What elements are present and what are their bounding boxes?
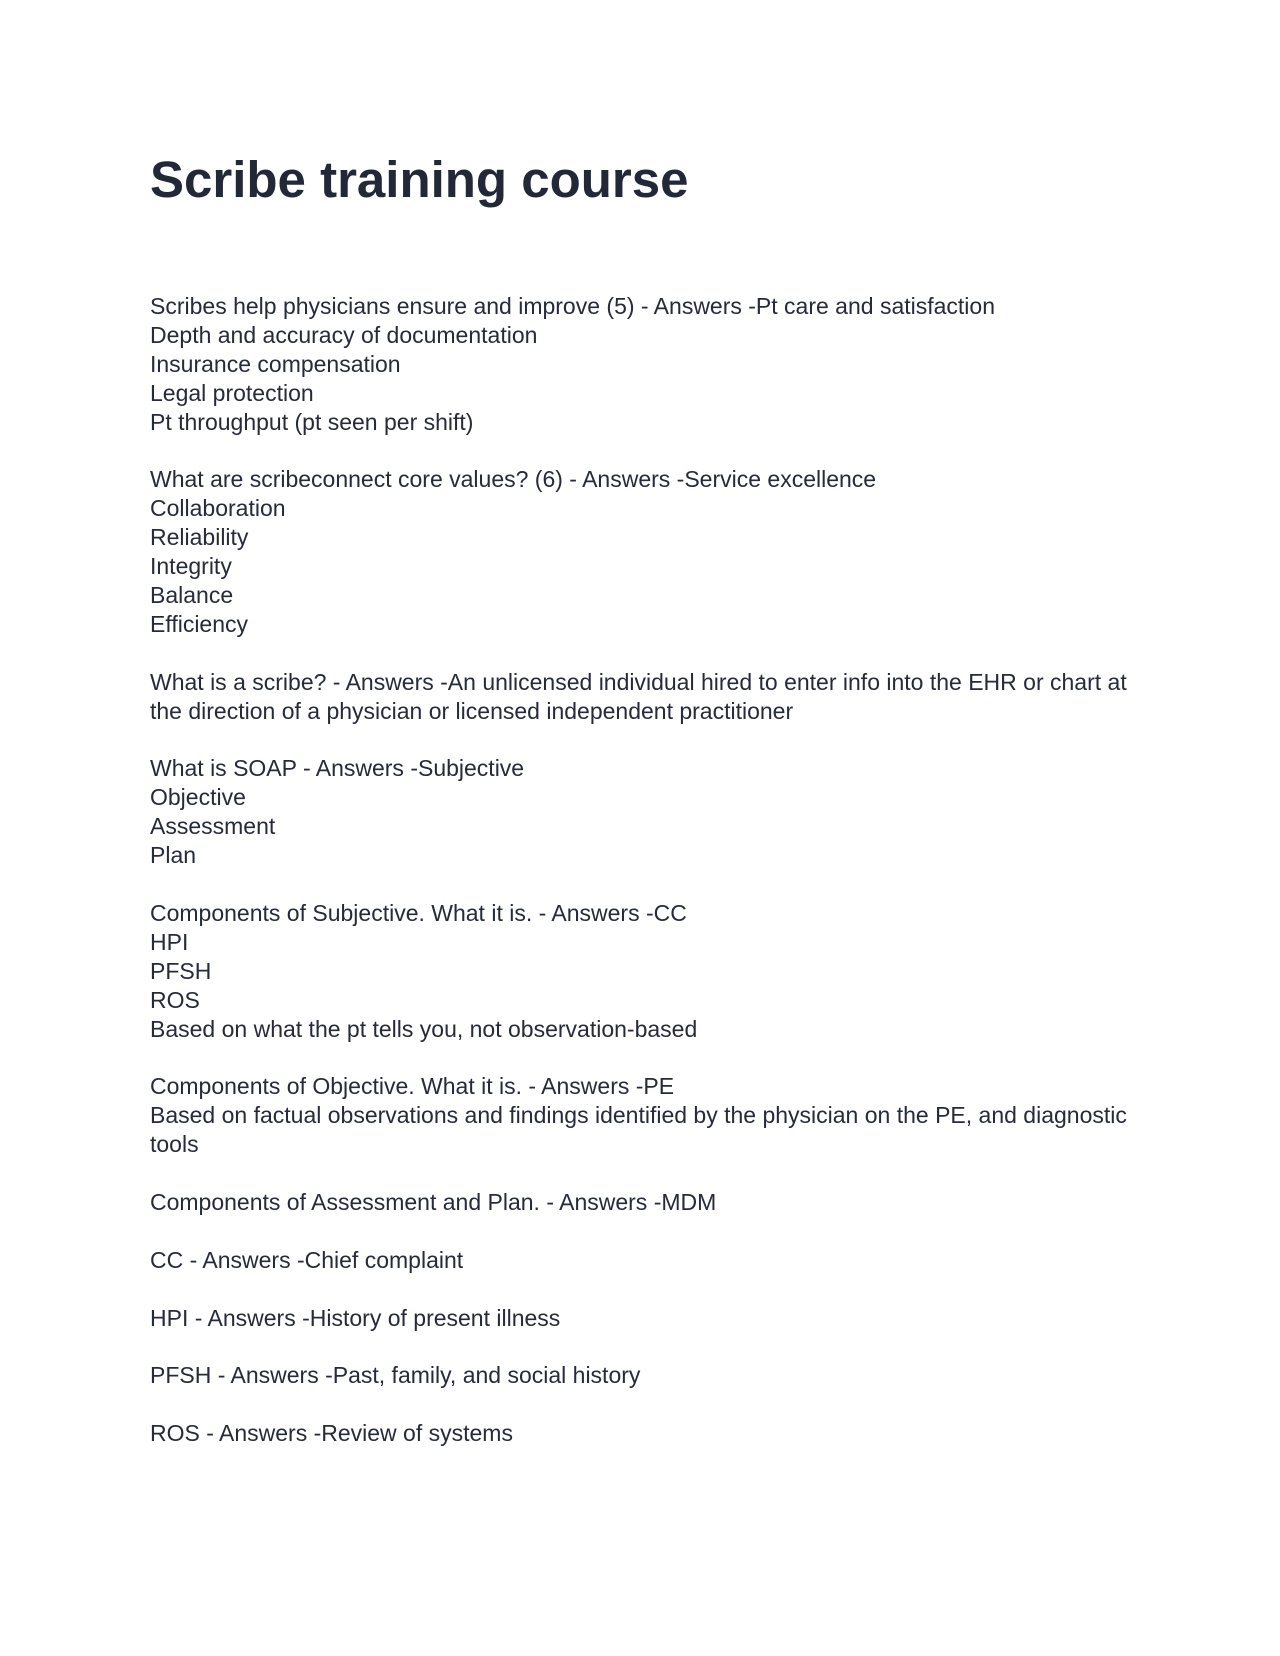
qa-item [150,754,1150,870]
qa-item [150,899,1150,1044]
qa-item [150,292,1150,437]
qa-question-line: CC - Answers -Chief complaint [150,1246,464,1273]
qa-answer-line: Balance [150,582,234,609]
qa-item [150,1246,1150,1275]
qa-question-line: What is SOAP - Answers -Subjective [150,755,525,782]
qa-question-line: What is a scribe? - Answers -An unlicensed individual hired to enter info into the EHR or chart at the direction of a physician or licensed independent practitioner [150,668,1134,724]
qa-question-line: Scribes help physicians ensure and improve (5) - Answers -Pt care and satisfaction [150,293,996,319]
qa-answer-line: Integrity [150,553,232,580]
qa-item [150,1072,1150,1159]
qa-item [150,1419,1150,1448]
page-title: Scribe training course [150,151,689,208]
qa-item [150,668,1150,726]
document-page [150,150,1150,1477]
qa-item [150,465,1150,638]
qa-question-line: Components of Objective. What it is. - Answers -PE [150,1073,675,1100]
qa-answer-line: Objective [150,784,246,811]
qa-item [150,1361,1150,1390]
qa-answer-line: Collaboration [150,495,286,522]
qa-answer-line: Pt throughput (pt seen per shift) [150,408,474,435]
qa-answer-line: Depth and accuracy of documentation [150,321,538,348]
qa-answer-line: ROS [150,986,200,1013]
qa-question-line: Components of Subjective. What it is. - Answers -CC [150,899,687,926]
qa-answer-line: PFSH [150,957,212,984]
qa-answer-line: Assessment [150,813,276,840]
qa-answer-line: HPI [150,928,189,955]
qa-question-line: Components of Assessment and Plan. - Answers -MDM [150,1189,717,1215]
qa-question-line: What are scribeconnect core values? (6) - Answers -Service excellence [150,466,877,493]
qa-answer-line: Legal protection [150,379,314,406]
qa-item [150,1188,1150,1217]
qa-answer-line: Insurance compensation [150,350,401,377]
qa-item [150,1304,1150,1333]
qa-list [150,292,1150,1448]
qa-question-line: HPI - Answers -History of present illness [150,1304,561,1331]
qa-question-line: PFSH - Answers -Past, family, and social history [150,1362,641,1389]
qa-answer-line: Based on what the pt tells you, not observation-based [150,1015,698,1042]
qa-answer-line: Based on factual observations and findings identified by the physician on the PE, and diagnostic tools [150,1102,1134,1158]
qa-answer-line: Plan [150,842,197,869]
qa-answer-line: Efficiency [150,610,249,637]
qa-question-line: ROS - Answers -Review of systems [150,1420,513,1447]
qa-answer-line: Reliability [150,524,249,551]
